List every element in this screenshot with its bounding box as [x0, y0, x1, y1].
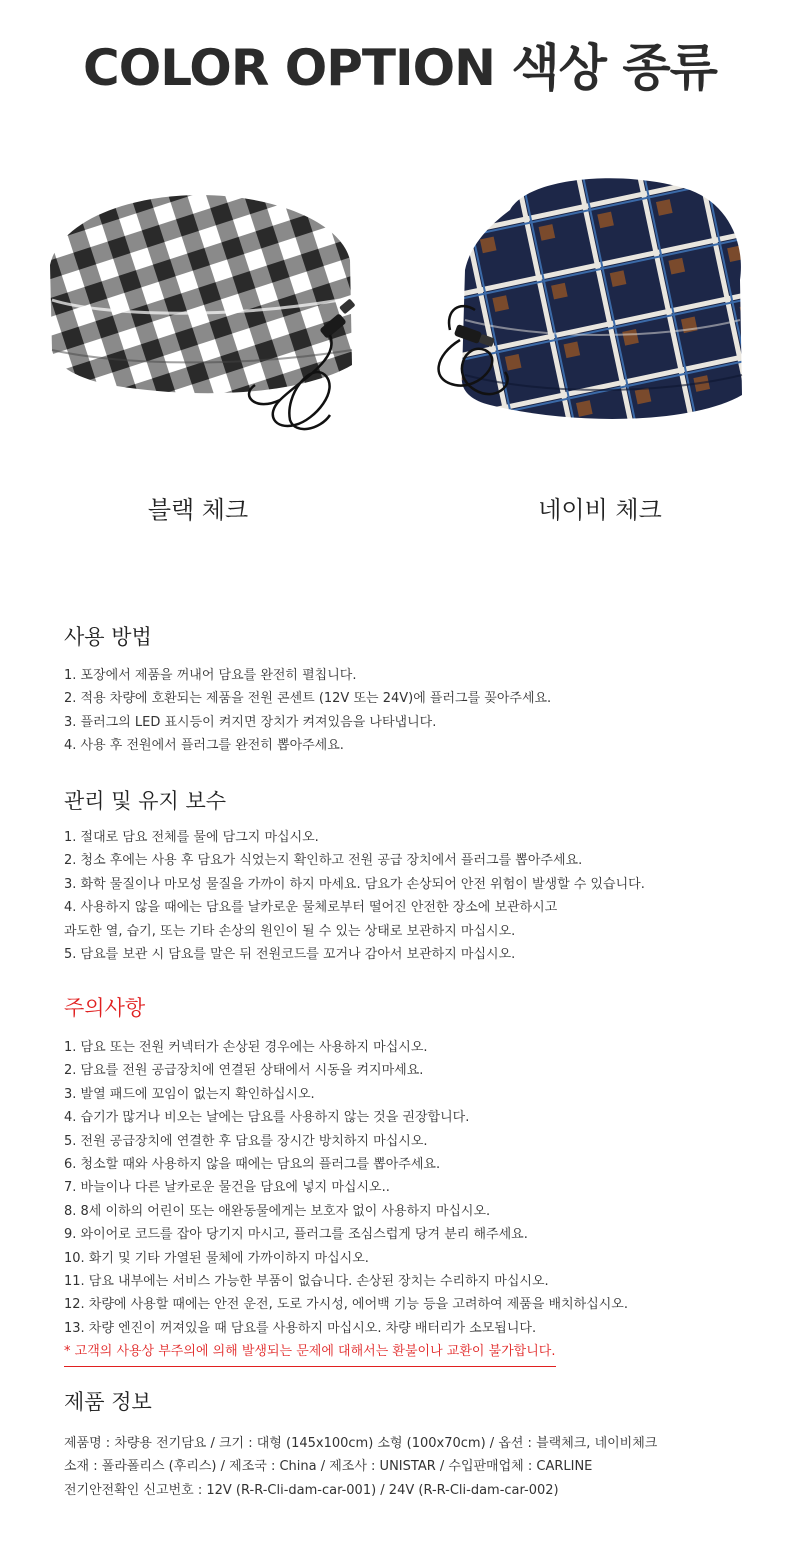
list-item: 10. 화기 및 기타 가열된 물체에 가까이하지 마십시오. — [64, 1250, 369, 1266]
list-item: 5. 담요를 보관 시 담요를 말은 뒤 전원코드를 꼬거나 감아서 보관하지 마십시오. — [64, 947, 516, 963]
list-item: 8. 8세 이하의 어린이 또는 애완동물에게는 보호자 없이 사용하지 마십시오. — [64, 1203, 491, 1219]
caution-list — [64, 1036, 764, 1367]
list-item: 2. 적용 차량에 호환되는 제품을 전원 콘센트 (12V 또는 24V)에 플러그를 꽂아주세요. — [64, 691, 552, 707]
option-label-navy-check: 네이비 체크 — [538, 496, 662, 524]
page-title: COLOR OPTION 색상 종류 — [83, 39, 717, 97]
usage-list — [64, 664, 764, 758]
product-info-list — [64, 1432, 764, 1502]
list-item: 3. 발열 패드에 꼬임이 없는지 확인하십시오. — [64, 1086, 315, 1102]
list-item: 13. 차량 엔진이 꺼져있을 때 담요를 사용하지 마십시오. 차량 배터리가 소모됩니다. — [64, 1320, 537, 1336]
product-info-heading: 제품 정보 — [64, 1390, 152, 1414]
list-item: 11. 담요 내부에는 서비스 가능한 부품이 없습니다. 손상된 장치는 수리하지 마십시오. — [64, 1274, 549, 1290]
caution-heading: 주의사항 — [64, 996, 146, 1020]
list-item: 2. 청소 후에는 사용 후 담요가 식었는지 확인하고 전원 공급 장치에서 플러그를 뽑아주세요. — [64, 853, 583, 869]
list-item: 1. 절대로 담요 전체를 물에 담그지 마십시오. — [64, 830, 319, 845]
navy-check-blanket-image — [420, 150, 760, 450]
list-item: 제품명 : 차량용 전기담요 / 크기 : 대형 (145x100cm) 소형 (100x70cm) / 옵션 : 블랙체크, 네이비체크 — [64, 1436, 658, 1451]
list-item: 과도한 열, 습기, 또는 기타 손상의 원인이 될 수 있는 상태로 보관하지 마십시오. — [64, 923, 516, 939]
list-item: 3. 화학 물질이나 마모성 물질을 가까이 하지 마세요. 담요가 손상되어 안전 위험이 발생할 수 있습니다. — [64, 876, 645, 892]
caution-note: * 고객의 사용상 부주의에 의해 발생되는 문제에 대해서는 환불이나 교환이 불가합니다. — [64, 1340, 556, 1366]
list-item: 2. 담요를 전원 공급장치에 연결된 상태에서 시동을 켜지마세요. — [64, 1063, 424, 1079]
list-item: 전기안전확인 신고번호 : 12V (R-R-Cli-dam-car-001) / 24V (R-R-Cli-dam-car-002) — [64, 1482, 559, 1498]
list-item: 소재 : 폴라폴리스 (후리스) / 제조국 : China / 제조사 : UNISTAR / 수입판매업체 : CARLINE — [64, 1459, 593, 1475]
list-item: 12. 차량에 사용할 때에는 안전 운전, 도로 가시성, 에어백 기능 등을 고려하여 제품을 배치하십시오. — [64, 1297, 628, 1313]
option-label-black-check: 블랙 체크 — [147, 496, 249, 524]
list-item: 5. 전원 공급장치에 연결한 후 담요를 장시간 방치하지 마십시오. — [64, 1133, 428, 1149]
list-item — [64, 1340, 764, 1366]
care-heading: 관리 및 유지 보수 — [64, 789, 227, 813]
list-item: 4. 사용 후 전원에서 플러그를 완전히 뽑아주세요. — [64, 738, 344, 754]
usage-heading: 사용 방법 — [64, 625, 152, 649]
list-item: 9. 와이어로 코드를 잡아 당기지 마시고, 플러그를 조심스럽게 당겨 분리 해주세요. — [64, 1227, 528, 1243]
list-item: 6. 청소할 때와 사용하지 않을 때에는 담요의 플러그를 뽑아주세요. — [64, 1157, 441, 1173]
list-item: 7. 바늘이나 다른 날카로운 물건을 담요에 넣지 마십시오.. — [64, 1180, 390, 1196]
black-check-blanket-image — [40, 150, 380, 450]
list-item: 4. 습기가 많거나 비오는 날에는 담요를 사용하지 않는 것을 권장합니다. — [64, 1110, 470, 1126]
list-item: 1. 담요 또는 전원 커넥터가 손상된 경우에는 사용하지 마십시오. — [64, 1040, 428, 1055]
list-item: 3. 플러그의 LED 표시등이 켜지면 장치가 켜져있음을 나타냅니다. — [64, 714, 437, 730]
list-item: 1. 포장에서 제품을 꺼내어 담요를 완전히 펼칩니다. — [64, 668, 357, 683]
list-item: 4. 사용하지 않을 때에는 담요를 날카로운 물체로부터 떨어진 안전한 장소에 보관하시고 — [64, 900, 558, 916]
care-list — [64, 826, 764, 966]
